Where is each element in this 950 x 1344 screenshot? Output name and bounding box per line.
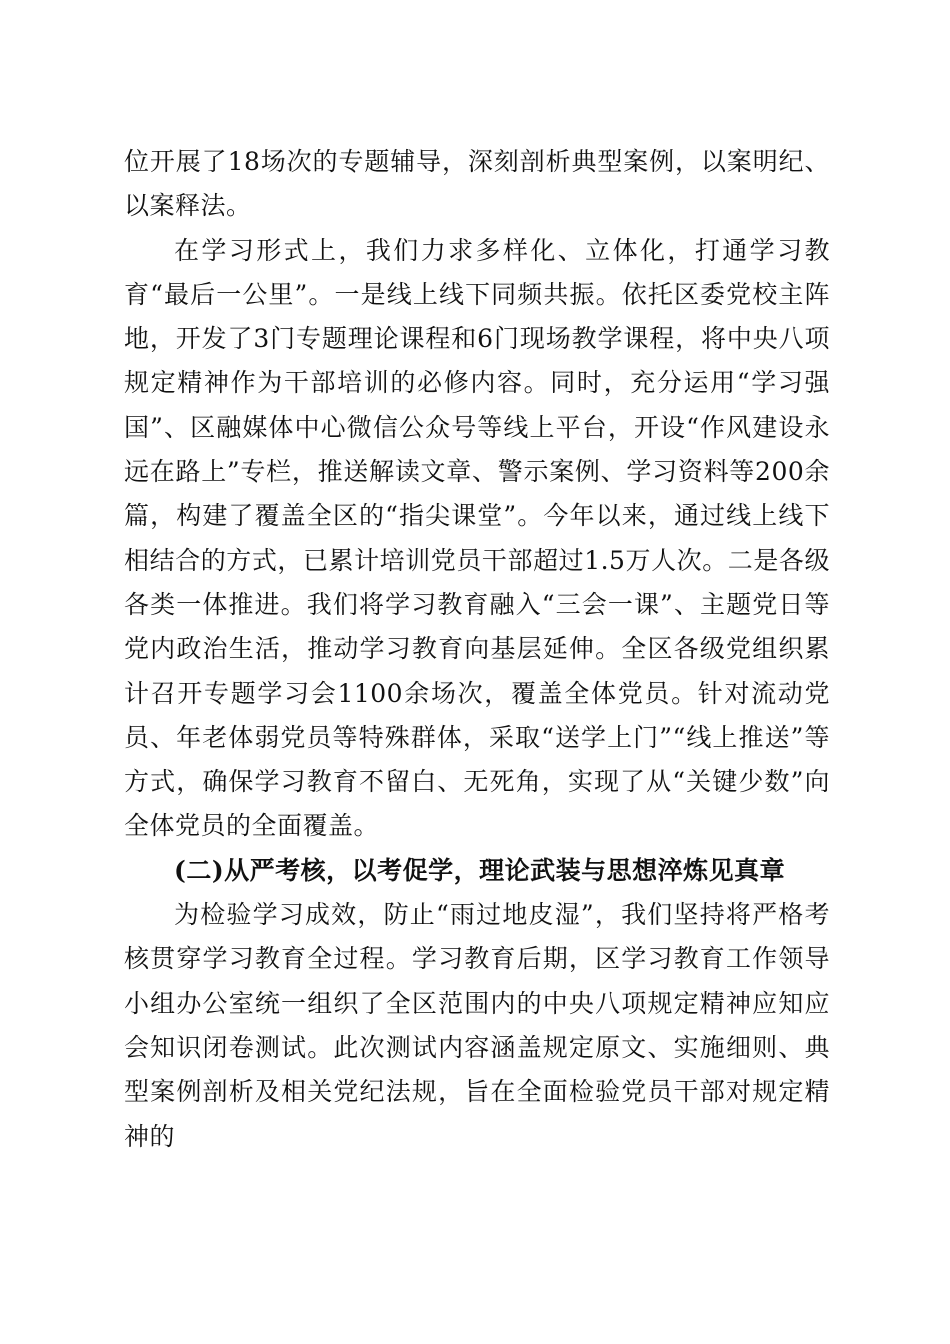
section-heading: (二)从严考核，以考促学，理论武装与思想淬炼见真章	[174, 855, 786, 885]
paragraph-continuation: 位开展了18场次的专题辅导，深刻剖析典型案例，以案明纪、以案释法。	[124, 147, 830, 221]
paragraph-learning-forms: 在学习形式上，我们力求多样化、立体化，打通学习教育“最后一公里”。一是线上线下同频共振。依托区委党校主阵地，开发了3门专题理论课程和6门现场教学课程，将中央八项规定精神作为干部培训的必修内容。同时，充分运用“学习强国”、区融媒体中心微信公众号等线上平台，开设“作风建设永远在路上”专栏，推送解读文章、警示案例、学习资料等200余篇，构建了覆盖全区的“指尖课堂”。今年以来，通过线上线下相结合的方式，已累计培训党员干部超过1.5万人次。二是各级各类一体推进。我们将学习教育融入“三会一课”、主题党日等党内政治生活，推动学习教育向基层延伸。全区各级党组织累计召开专题学习会1100余场次，覆盖全体党员。针对流动党员、年老体弱党员等特殊群体，采取“送学上门”“线上推送”等方式，确保学习教育不留白、无死角，实现了从“关键少数”向全体党员的全面覆盖。	[124, 235, 830, 841]
paragraph-assessment: 为检验学习成效，防止“雨过地皮湿”，我们坚持将严格考核贯穿学习教育全过程。学习教育后期，区学习教育工作领导小组办公室统一组织了全区范围内的中央八项规定精神应知应会知识闭卷测试。此次测试内容涵盖规定原文、实施细则、典型案例剖析及相关党纪法规，旨在全面检验党员干部对规定精神的	[124, 900, 830, 1151]
document-body	[124, 140, 830, 1159]
